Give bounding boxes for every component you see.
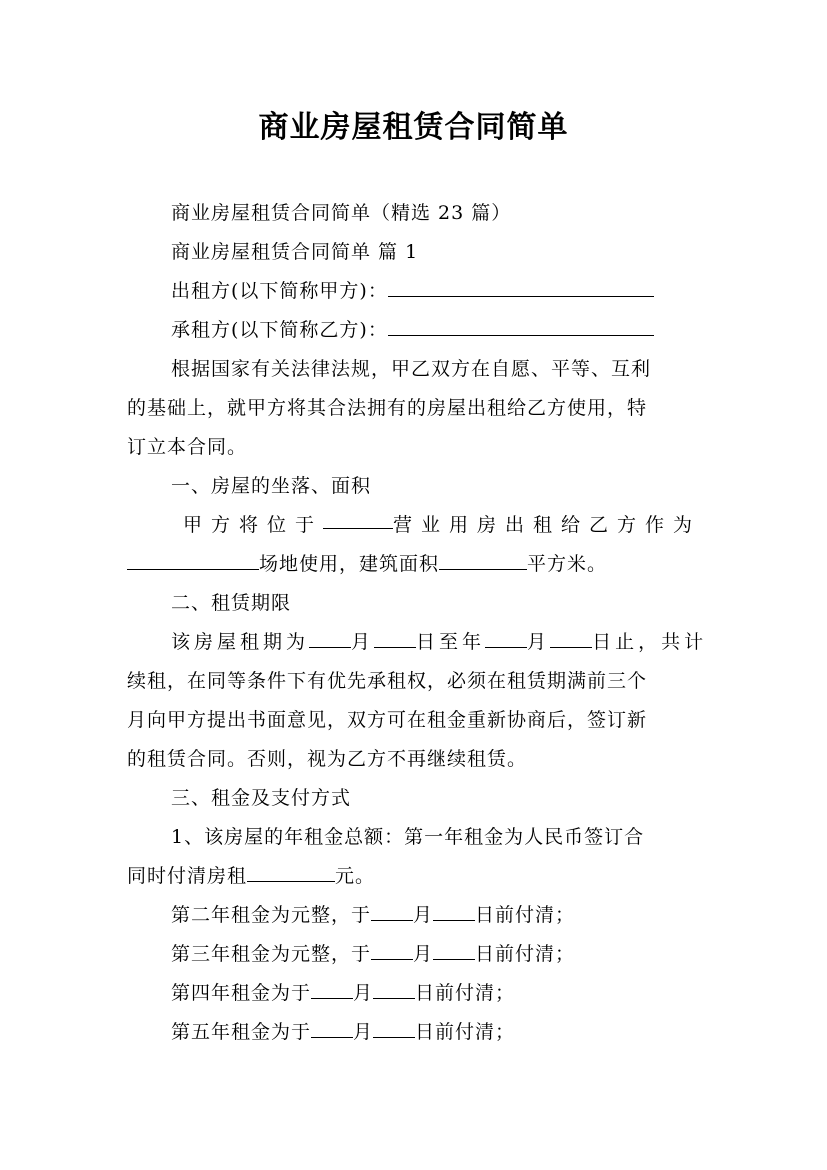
intro-line-1: 根据国家有关法律法规，甲乙双方在自愿、平等、互利	[171, 358, 652, 380]
year-3-text-b: 月	[413, 943, 434, 965]
area-blank	[439, 551, 527, 570]
year-2-text-a: 第二年租金为元整，于	[171, 904, 372, 926]
year-2-day-blank	[433, 902, 475, 921]
section-1-text-b: 营业用房出租给乙方作为	[392, 514, 701, 536]
year-3-month-blank	[371, 941, 413, 960]
section-2-heading: 二、租赁期限	[171, 592, 292, 614]
year-3-line	[171, 939, 575, 966]
end-day-blank	[550, 629, 592, 648]
document-subtitle: 商业房屋租赁合同简单（精选 23 篇）	[171, 202, 512, 224]
section-2-line-4: 的租赁合同。否则，视为乙方不再继续租赁。	[127, 748, 528, 770]
section-1-heading: 一、房屋的坐落、面积	[171, 475, 372, 497]
section-1-line-2	[127, 549, 607, 576]
lessor-blank	[388, 278, 654, 297]
term-text-c: 日至年	[416, 631, 486, 653]
year-4-month-blank	[311, 980, 353, 999]
section-1-text-d: 平方米。	[527, 553, 608, 575]
year-2-text-b: 月	[413, 904, 434, 926]
lessor-label: 出租方(以下简称甲方)：	[171, 280, 388, 302]
section-2-line-3: 月向甲方提出书面意见，双方可在租金重新协商后，签订新	[127, 709, 648, 731]
year-2-text-c: 日前付清；	[475, 904, 576, 926]
year-4-day-blank	[373, 980, 415, 999]
section-1-line-1	[183, 510, 701, 537]
year-4-text-b: 月	[353, 982, 374, 1004]
lessee-line	[171, 315, 654, 342]
end-month-blank	[485, 629, 527, 648]
section-3-item-1-line-1: 1、该房屋的年租金总额：第一年租金为人民币签订合	[171, 826, 645, 848]
year-5-text-a: 第五年租金为于	[171, 1021, 312, 1043]
rent-amount-blank	[247, 863, 335, 882]
year-5-line	[171, 1017, 515, 1044]
year-2-line	[171, 900, 575, 927]
section-3-item-1-line-2	[127, 861, 375, 888]
intro-line-3: 订立本合同。	[127, 436, 248, 458]
start-day-blank	[374, 629, 416, 648]
usage-blank	[127, 551, 259, 570]
term-text-d: 月	[527, 631, 551, 653]
year-3-day-blank	[433, 941, 475, 960]
year-2-month-blank	[371, 902, 413, 921]
lessor-line	[171, 276, 654, 303]
year-4-text-c: 日前付清；	[415, 982, 516, 1004]
term-text-b: 月	[351, 631, 375, 653]
year-5-day-blank	[373, 1019, 415, 1038]
chapter-heading: 商业房屋租赁合同简单 篇 1	[171, 241, 419, 263]
year-5-month-blank	[311, 1019, 353, 1038]
year-3-text-c: 日前付清；	[475, 943, 576, 965]
rent-text-b: 元。	[335, 865, 376, 887]
location-blank	[323, 510, 393, 529]
section-2-line-1	[171, 627, 707, 654]
start-month-blank	[309, 629, 351, 648]
year-4-text-a: 第四年租金为于	[171, 982, 312, 1004]
section-3-heading: 三、租金及支付方式	[171, 787, 352, 809]
year-5-text-b: 月	[353, 1021, 374, 1043]
year-4-line	[171, 978, 515, 1005]
lessee-blank	[388, 317, 654, 336]
section-2-line-2: 续租，在同等条件下有优先承租权，必须在租赁期满前三个	[127, 670, 648, 692]
rent-text-a: 同时付清房租	[127, 865, 248, 887]
section-1-text-a: 甲方将位于	[183, 514, 324, 536]
section-1-text-c: 场地使用，建筑面积	[259, 553, 440, 575]
intro-line-2: 的基础上，就甲方将其合法拥有的房屋出租给乙方使用，特	[127, 397, 648, 419]
term-text-e: 日止，共计	[592, 631, 708, 653]
year-5-text-c: 日前付清；	[415, 1021, 516, 1043]
lessee-label: 承租方(以下简称乙方)：	[171, 319, 388, 341]
year-3-text-a: 第三年租金为元整，于	[171, 943, 372, 965]
term-text-a: 该房屋租期为	[171, 631, 310, 653]
document-title: 商业房屋租赁合同简单	[258, 110, 569, 145]
